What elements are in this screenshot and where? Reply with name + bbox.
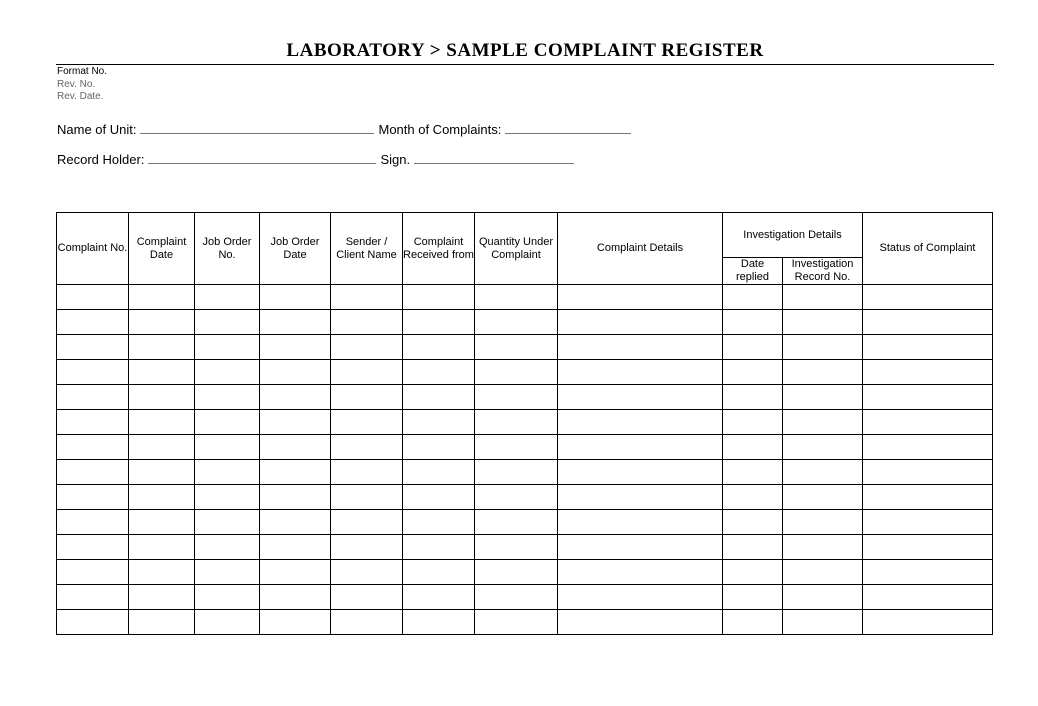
table-cell[interactable] [475, 460, 558, 485]
table-cell[interactable] [403, 485, 475, 510]
table-cell[interactable] [403, 410, 475, 435]
table-cell[interactable] [57, 335, 129, 360]
table-cell[interactable] [783, 410, 863, 435]
table-row [57, 410, 993, 435]
table-cell[interactable] [783, 610, 863, 635]
table-cell[interactable] [57, 535, 129, 560]
table-cell[interactable] [558, 435, 723, 460]
table-row [57, 460, 993, 485]
table-cell[interactable] [195, 285, 260, 310]
table-cell[interactable] [331, 285, 403, 310]
table-cell[interactable] [723, 360, 783, 385]
table-cell[interactable] [195, 385, 260, 410]
table-cell[interactable] [195, 410, 260, 435]
table-cell[interactable] [260, 410, 331, 435]
table-cell[interactable] [558, 310, 723, 335]
table-cell[interactable] [129, 610, 195, 635]
table-cell[interactable] [195, 360, 260, 385]
table-header [57, 213, 993, 285]
table-cell[interactable] [475, 335, 558, 360]
table-cell[interactable] [723, 385, 783, 410]
table-cell[interactable] [129, 485, 195, 510]
table-cell[interactable] [863, 410, 993, 435]
table-cell[interactable] [558, 410, 723, 435]
table-cell[interactable] [195, 585, 260, 610]
table-cell[interactable] [403, 360, 475, 385]
table-cell[interactable] [475, 485, 558, 510]
table-row [57, 310, 993, 335]
table-cell[interactable] [783, 435, 863, 460]
table-cell[interactable] [129, 560, 195, 585]
table-cell[interactable] [129, 285, 195, 310]
name-of-unit-blank[interactable] [140, 122, 374, 134]
table-row [57, 360, 993, 385]
table-cell[interactable] [260, 285, 331, 310]
table-cell[interactable] [403, 335, 475, 360]
table-cell[interactable] [723, 560, 783, 585]
table-cell[interactable] [783, 510, 863, 535]
table-cell[interactable] [403, 535, 475, 560]
table-cell[interactable] [260, 460, 331, 485]
table-cell[interactable] [783, 535, 863, 560]
table-cell[interactable] [558, 285, 723, 310]
header-job-order-date: Job Order Date [260, 213, 331, 285]
table-cell[interactable] [195, 435, 260, 460]
table-cell[interactable] [475, 535, 558, 560]
table-cell[interactable] [260, 560, 331, 585]
table-cell[interactable] [129, 385, 195, 410]
table-cell[interactable] [260, 335, 331, 360]
rev-date-label: Rev. Date. [57, 91, 104, 102]
table-cell[interactable] [129, 585, 195, 610]
table-cell[interactable] [723, 610, 783, 635]
table-row [57, 385, 993, 410]
table-cell[interactable] [331, 435, 403, 460]
table-cell[interactable] [195, 310, 260, 335]
table-cell[interactable] [558, 535, 723, 560]
table-cell[interactable] [57, 310, 129, 335]
document-title: LABORATORY > SAMPLE COMPLAINT REGISTER [286, 40, 764, 61]
header-complaint-date: Complaint Date [129, 213, 195, 285]
table-cell[interactable] [723, 310, 783, 335]
table-cell[interactable] [260, 360, 331, 385]
table-cell[interactable] [475, 610, 558, 635]
record-holder-line [57, 152, 578, 167]
table-cell[interactable] [403, 510, 475, 535]
table-cell[interactable] [475, 560, 558, 585]
table-cell[interactable] [558, 360, 723, 385]
table-row [57, 535, 993, 560]
table-cell[interactable] [129, 360, 195, 385]
table-cell[interactable] [863, 535, 993, 560]
table-cell[interactable] [331, 310, 403, 335]
header-complaint-received-from: Complaint Received from [403, 213, 475, 285]
table-body [57, 285, 993, 635]
table-cell[interactable] [331, 410, 403, 435]
table-cell[interactable] [783, 385, 863, 410]
table-cell[interactable] [863, 310, 993, 335]
table-cell[interactable] [475, 385, 558, 410]
table-cell[interactable] [723, 435, 783, 460]
table-cell[interactable] [331, 385, 403, 410]
table-cell[interactable] [403, 435, 475, 460]
table-cell[interactable] [129, 335, 195, 360]
table-cell[interactable] [195, 335, 260, 360]
table-row [57, 435, 993, 460]
header-complaint-details: Complaint Details [558, 213, 723, 285]
complaint-register-table [56, 212, 993, 635]
table-cell[interactable] [57, 585, 129, 610]
table-cell[interactable] [331, 535, 403, 560]
table-row [57, 485, 993, 510]
table-cell[interactable] [57, 460, 129, 485]
record-holder-label: Record Holder: [57, 152, 145, 167]
table-cell[interactable] [783, 460, 863, 485]
table-cell[interactable] [260, 535, 331, 560]
table-cell[interactable] [331, 335, 403, 360]
table-cell[interactable] [863, 585, 993, 610]
header-date-replied: Date replied [723, 258, 783, 285]
header-status-of-complaint: Status of Complaint [863, 213, 993, 285]
table-cell[interactable] [863, 360, 993, 385]
table-cell[interactable] [783, 285, 863, 310]
table-cell[interactable] [57, 410, 129, 435]
table-cell[interactable] [195, 485, 260, 510]
header-complaint-no: Complaint No. [57, 213, 129, 285]
table-cell[interactable] [558, 610, 723, 635]
table-cell[interactable] [403, 285, 475, 310]
table-cell[interactable] [558, 510, 723, 535]
table-cell[interactable] [57, 510, 129, 535]
title-divider [56, 64, 994, 65]
table-cell[interactable] [129, 410, 195, 435]
header-quantity-under-complaint: Quantity Under Complaint [475, 213, 558, 285]
table-cell[interactable] [403, 385, 475, 410]
table-cell[interactable] [475, 410, 558, 435]
table-cell[interactable] [723, 585, 783, 610]
table-cell[interactable] [783, 485, 863, 510]
header-investigation-record-no: Investigation Record No. [783, 258, 863, 285]
table-cell[interactable] [723, 410, 783, 435]
sign-label: Sign. [380, 152, 411, 167]
table-cell[interactable] [331, 560, 403, 585]
table-cell[interactable] [57, 285, 129, 310]
table-cell[interactable] [475, 585, 558, 610]
month-of-complaints-label: Month of Complaints: [378, 122, 502, 137]
unit-month-line [57, 122, 635, 137]
table-cell[interactable] [558, 385, 723, 410]
table-cell[interactable] [723, 285, 783, 310]
table-cell[interactable] [129, 510, 195, 535]
table-cell[interactable] [475, 310, 558, 335]
table-row [57, 560, 993, 585]
month-of-complaints-blank[interactable] [505, 122, 631, 134]
table-cell[interactable] [475, 360, 558, 385]
rev-no-label: Rev. No. [57, 79, 96, 90]
table-cell[interactable] [863, 435, 993, 460]
table-cell[interactable] [260, 435, 331, 460]
table-cell[interactable] [260, 585, 331, 610]
table-row [57, 510, 993, 535]
table-cell[interactable] [403, 460, 475, 485]
table-cell[interactable] [863, 610, 993, 635]
table-cell[interactable] [475, 510, 558, 535]
table-cell[interactable] [723, 485, 783, 510]
table-cell[interactable] [57, 560, 129, 585]
table-cell[interactable] [783, 560, 863, 585]
table-cell[interactable] [558, 560, 723, 585]
table-row [57, 335, 993, 360]
table-cell[interactable] [57, 610, 129, 635]
table-cell[interactable] [783, 310, 863, 335]
table-cell[interactable] [475, 435, 558, 460]
table-cell[interactable] [260, 310, 331, 335]
table-cell[interactable] [783, 585, 863, 610]
table-cell[interactable] [57, 385, 129, 410]
table-cell[interactable] [331, 510, 403, 535]
table-cell[interactable] [195, 460, 260, 485]
table-cell[interactable] [403, 585, 475, 610]
table-cell[interactable] [723, 335, 783, 360]
header-sender-client-name: Sender / Client Name [331, 213, 403, 285]
table-cell[interactable] [129, 460, 195, 485]
table-cell[interactable] [723, 510, 783, 535]
table-cell[interactable] [863, 335, 993, 360]
sign-blank[interactable] [414, 152, 574, 164]
table-cell[interactable] [129, 435, 195, 460]
table-cell[interactable] [195, 510, 260, 535]
table-cell[interactable] [723, 460, 783, 485]
table-cell[interactable] [195, 535, 260, 560]
table-cell[interactable] [863, 460, 993, 485]
table-cell[interactable] [260, 385, 331, 410]
table-cell[interactable] [57, 435, 129, 460]
table-cell[interactable] [863, 385, 993, 410]
table-cell[interactable] [260, 485, 331, 510]
table-cell[interactable] [783, 335, 863, 360]
table-cell[interactable] [863, 485, 993, 510]
table-cell[interactable] [331, 585, 403, 610]
table-cell[interactable] [129, 535, 195, 560]
table-cell[interactable] [57, 485, 129, 510]
header-investigation-details: Investigation Details [723, 213, 863, 258]
table-cell[interactable] [723, 535, 783, 560]
table-cell[interactable] [403, 560, 475, 585]
table-cell[interactable] [475, 285, 558, 310]
table-cell[interactable] [863, 510, 993, 535]
table-cell[interactable] [558, 485, 723, 510]
table-row [57, 285, 993, 310]
table-cell[interactable] [783, 360, 863, 385]
table-row [57, 585, 993, 610]
record-holder-blank[interactable] [148, 152, 376, 164]
table-cell[interactable] [403, 610, 475, 635]
table-cell[interactable] [558, 335, 723, 360]
table-cell[interactable] [260, 510, 331, 535]
table-cell[interactable] [331, 610, 403, 635]
table-cell[interactable] [331, 360, 403, 385]
format-no-label: Format No. [57, 66, 108, 77]
table-cell[interactable] [195, 560, 260, 585]
table-cell[interactable] [331, 485, 403, 510]
table-cell[interactable] [57, 360, 129, 385]
table-cell[interactable] [331, 460, 403, 485]
table-row [57, 610, 993, 635]
table-cell[interactable] [863, 560, 993, 585]
table-cell[interactable] [863, 285, 993, 310]
name-of-unit-label: Name of Unit: [57, 122, 137, 137]
table-cell[interactable] [403, 310, 475, 335]
table-cell[interactable] [195, 610, 260, 635]
table-cell[interactable] [129, 310, 195, 335]
table-cell[interactable] [558, 460, 723, 485]
header-job-order-no: Job Order No. [195, 213, 260, 285]
table-cell[interactable] [260, 610, 331, 635]
table-cell[interactable] [558, 585, 723, 610]
